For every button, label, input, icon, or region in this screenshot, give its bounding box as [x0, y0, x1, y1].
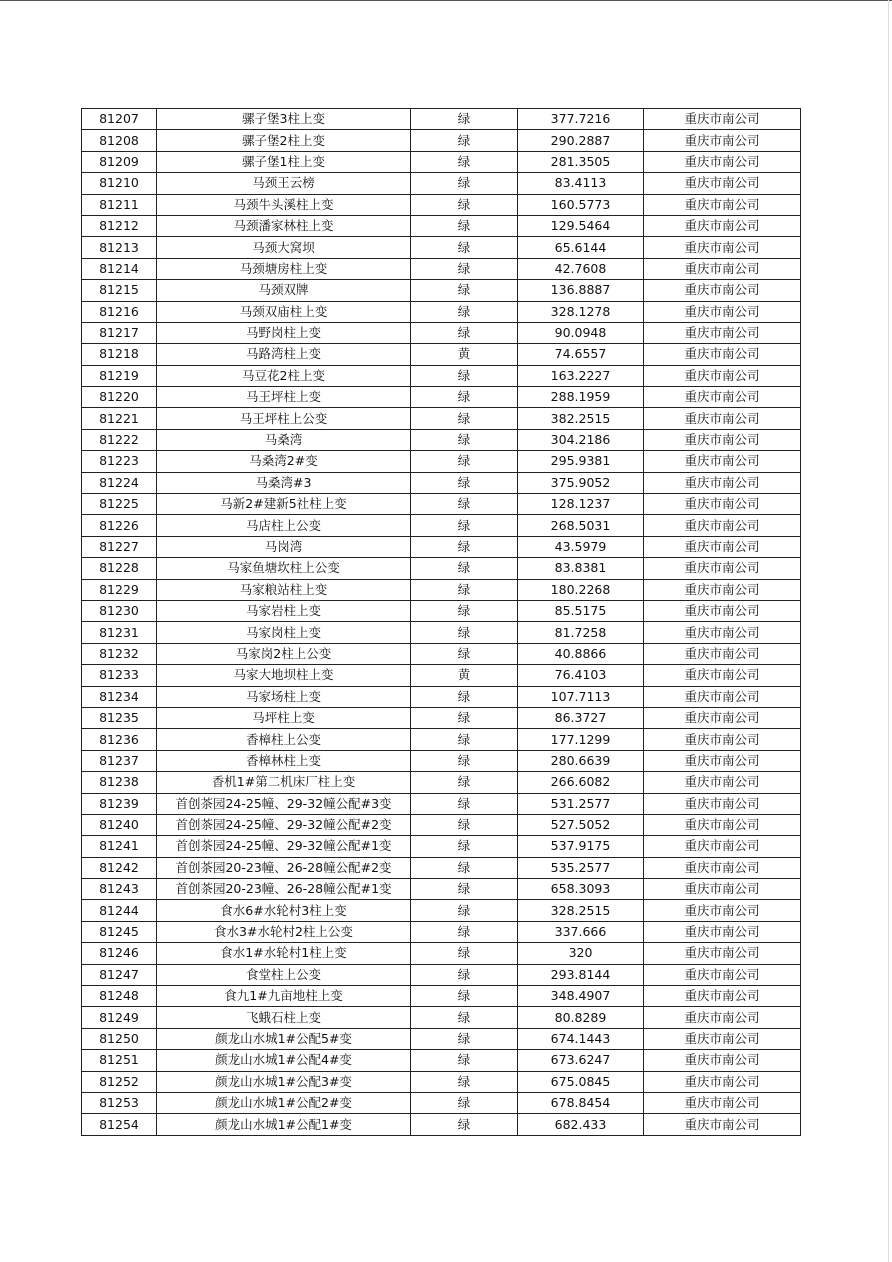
- row-id-cell: 81213: [82, 237, 157, 258]
- table-row: [82, 494, 801, 515]
- page-right-edge: [888, 0, 889, 1262]
- station-name-cell: 马王坪柱上公变: [157, 408, 411, 429]
- status-color-cell: 绿: [411, 322, 518, 343]
- station-name-cell: 食水1#水轮村1柱上变: [157, 943, 411, 964]
- status-color-cell: 绿: [411, 643, 518, 664]
- status-color-cell: 绿: [411, 472, 518, 493]
- company-cell: 重庆市南公司: [644, 109, 801, 130]
- table-row: [82, 686, 801, 707]
- status-color-cell: 绿: [411, 451, 518, 472]
- value-cell: 85.5175: [518, 600, 644, 621]
- value-cell: 136.8887: [518, 280, 644, 301]
- status-color-cell: 绿: [411, 130, 518, 151]
- table-row: [82, 729, 801, 750]
- table-row: [82, 600, 801, 621]
- table-row: [82, 964, 801, 985]
- station-name-cell: 马家场柱上变: [157, 686, 411, 707]
- company-cell: 重庆市南公司: [644, 536, 801, 557]
- status-color-cell: 绿: [411, 194, 518, 215]
- row-id-cell: 81241: [82, 836, 157, 857]
- table-row: [82, 1007, 801, 1028]
- company-cell: 重庆市南公司: [644, 793, 801, 814]
- status-color-cell: 绿: [411, 558, 518, 579]
- table-row: [82, 1071, 801, 1092]
- table-row: [82, 1114, 801, 1135]
- station-name-cell: 马家岩柱上变: [157, 600, 411, 621]
- company-cell: 重庆市南公司: [644, 665, 801, 686]
- table-row: [82, 365, 801, 386]
- status-color-cell: 绿: [411, 365, 518, 386]
- table-row: [82, 707, 801, 728]
- row-id-cell: 81247: [82, 964, 157, 985]
- value-cell: 42.7608: [518, 258, 644, 279]
- company-cell: 重庆市南公司: [644, 750, 801, 771]
- row-id-cell: 81254: [82, 1114, 157, 1135]
- value-cell: 129.5464: [518, 215, 644, 236]
- company-cell: 重庆市南公司: [644, 558, 801, 579]
- table-row: [82, 622, 801, 643]
- table-row: [82, 943, 801, 964]
- status-color-cell: 绿: [411, 408, 518, 429]
- status-color-cell: 绿: [411, 622, 518, 643]
- company-cell: 重庆市南公司: [644, 686, 801, 707]
- value-cell: 320: [518, 943, 644, 964]
- row-id-cell: 81237: [82, 750, 157, 771]
- row-id-cell: 81253: [82, 1092, 157, 1113]
- status-color-cell: 绿: [411, 1007, 518, 1028]
- company-cell: 重庆市南公司: [644, 729, 801, 750]
- station-name-cell: 食水3#水轮村2柱上公变: [157, 921, 411, 942]
- row-id-cell: 81238: [82, 772, 157, 793]
- value-cell: 160.5773: [518, 194, 644, 215]
- status-color-cell: 绿: [411, 793, 518, 814]
- value-cell: 65.6144: [518, 237, 644, 258]
- row-id-cell: 81235: [82, 707, 157, 728]
- value-cell: 83.4113: [518, 173, 644, 194]
- company-cell: 重庆市南公司: [644, 322, 801, 343]
- value-cell: 348.4907: [518, 986, 644, 1007]
- row-id-cell: 81227: [82, 536, 157, 557]
- company-cell: 重庆市南公司: [644, 986, 801, 1007]
- station-name-cell: 马颈潘家林柱上变: [157, 215, 411, 236]
- station-name-cell: 马颈牛头溪柱上变: [157, 194, 411, 215]
- table-row: [82, 429, 801, 450]
- company-cell: 重庆市南公司: [644, 451, 801, 472]
- station-name-cell: 颜龙山水城1#公配2#变: [157, 1092, 411, 1113]
- row-id-cell: 81211: [82, 194, 157, 215]
- status-color-cell: 绿: [411, 280, 518, 301]
- company-cell: 重庆市南公司: [644, 237, 801, 258]
- row-id-cell: 81212: [82, 215, 157, 236]
- company-cell: 重庆市南公司: [644, 1028, 801, 1049]
- station-name-cell: 马野岗柱上变: [157, 322, 411, 343]
- company-cell: 重庆市南公司: [644, 921, 801, 942]
- table-row: [82, 921, 801, 942]
- table-row: [82, 857, 801, 878]
- status-color-cell: 绿: [411, 429, 518, 450]
- status-color-cell: 绿: [411, 986, 518, 1007]
- table-row: [82, 750, 801, 771]
- company-cell: 重庆市南公司: [644, 814, 801, 835]
- table-row: [82, 472, 801, 493]
- status-color-cell: 绿: [411, 857, 518, 878]
- status-color-cell: 绿: [411, 109, 518, 130]
- station-name-cell: 马岗湾: [157, 536, 411, 557]
- company-cell: 重庆市南公司: [644, 408, 801, 429]
- status-color-cell: 绿: [411, 600, 518, 621]
- table-row: [82, 387, 801, 408]
- station-name-cell: 颜龙山水城1#公配3#变: [157, 1071, 411, 1092]
- station-name-cell: 食九1#九亩地柱上变: [157, 986, 411, 1007]
- row-id-cell: 81223: [82, 451, 157, 472]
- row-id-cell: 81232: [82, 643, 157, 664]
- company-cell: 重庆市南公司: [644, 194, 801, 215]
- value-cell: 43.5979: [518, 536, 644, 557]
- value-cell: 295.9381: [518, 451, 644, 472]
- station-name-cell: 马新2#建新5社柱上变: [157, 494, 411, 515]
- value-cell: 527.5052: [518, 814, 644, 835]
- table-row: [82, 558, 801, 579]
- table-row: [82, 237, 801, 258]
- table-row: [82, 322, 801, 343]
- station-name-cell: 马家岗柱上变: [157, 622, 411, 643]
- company-cell: 重庆市南公司: [644, 429, 801, 450]
- value-cell: 537.9175: [518, 836, 644, 857]
- status-color-cell: 绿: [411, 215, 518, 236]
- company-cell: 重庆市南公司: [644, 280, 801, 301]
- company-cell: 重庆市南公司: [644, 622, 801, 643]
- value-cell: 288.1959: [518, 387, 644, 408]
- row-id-cell: 81229: [82, 579, 157, 600]
- value-cell: 674.1443: [518, 1028, 644, 1049]
- status-color-cell: 绿: [411, 1092, 518, 1113]
- row-id-cell: 81220: [82, 387, 157, 408]
- table-row: [82, 301, 801, 322]
- value-cell: 382.2515: [518, 408, 644, 429]
- table-row: [82, 258, 801, 279]
- value-cell: 107.7113: [518, 686, 644, 707]
- value-cell: 328.2515: [518, 900, 644, 921]
- station-name-cell: 首创茶园24-25幢、29-32幢公配#2变: [157, 814, 411, 835]
- status-color-cell: 黄: [411, 665, 518, 686]
- station-name-cell: 颜龙山水城1#公配1#变: [157, 1114, 411, 1135]
- status-color-cell: 绿: [411, 1114, 518, 1135]
- status-color-cell: 绿: [411, 707, 518, 728]
- row-id-cell: 81228: [82, 558, 157, 579]
- row-id-cell: 81233: [82, 665, 157, 686]
- row-id-cell: 81248: [82, 986, 157, 1007]
- station-name-cell: 马王坪柱上变: [157, 387, 411, 408]
- status-color-cell: 绿: [411, 900, 518, 921]
- station-name-cell: 骡子堡2柱上变: [157, 130, 411, 151]
- status-color-cell: 黄: [411, 344, 518, 365]
- value-cell: 163.2227: [518, 365, 644, 386]
- value-cell: 281.3505: [518, 151, 644, 172]
- status-color-cell: 绿: [411, 879, 518, 900]
- status-color-cell: 绿: [411, 151, 518, 172]
- station-name-cell: 马桑湾#3: [157, 472, 411, 493]
- status-color-cell: 绿: [411, 515, 518, 536]
- status-color-cell: 绿: [411, 686, 518, 707]
- table-row: [82, 408, 801, 429]
- row-id-cell: 81231: [82, 622, 157, 643]
- table-row: [82, 900, 801, 921]
- station-name-cell: 食水6#水轮村3柱上变: [157, 900, 411, 921]
- status-color-cell: 绿: [411, 772, 518, 793]
- station-name-cell: 马家大地坝柱上变: [157, 665, 411, 686]
- company-cell: 重庆市南公司: [644, 151, 801, 172]
- row-id-cell: 81242: [82, 857, 157, 878]
- table-row: [82, 280, 801, 301]
- status-color-cell: 绿: [411, 579, 518, 600]
- company-cell: 重庆市南公司: [644, 900, 801, 921]
- company-cell: 重庆市南公司: [644, 1050, 801, 1071]
- value-cell: 280.6639: [518, 750, 644, 771]
- row-id-cell: 81252: [82, 1071, 157, 1092]
- value-cell: 673.6247: [518, 1050, 644, 1071]
- value-cell: 90.0948: [518, 322, 644, 343]
- station-name-cell: 首创茶园20-23幢、26-28幢公配#1变: [157, 879, 411, 900]
- table-row: [82, 836, 801, 857]
- company-cell: 重庆市南公司: [644, 943, 801, 964]
- company-cell: 重庆市南公司: [644, 365, 801, 386]
- table-row: [82, 451, 801, 472]
- value-cell: 76.4103: [518, 665, 644, 686]
- status-color-cell: 绿: [411, 1071, 518, 1092]
- data-table: [81, 108, 801, 1136]
- row-id-cell: 81210: [82, 173, 157, 194]
- company-cell: 重庆市南公司: [644, 772, 801, 793]
- value-cell: 268.5031: [518, 515, 644, 536]
- station-name-cell: 马家岗2柱上公变: [157, 643, 411, 664]
- value-cell: 535.2577: [518, 857, 644, 878]
- status-color-cell: 绿: [411, 258, 518, 279]
- value-cell: 266.6082: [518, 772, 644, 793]
- company-cell: 重庆市南公司: [644, 643, 801, 664]
- value-cell: 293.8144: [518, 964, 644, 985]
- status-color-cell: 绿: [411, 387, 518, 408]
- row-id-cell: 81244: [82, 900, 157, 921]
- row-id-cell: 81224: [82, 472, 157, 493]
- row-id-cell: 81207: [82, 109, 157, 130]
- station-name-cell: 香樟林柱上变: [157, 750, 411, 771]
- station-name-cell: 香机1#第二机床厂柱上变: [157, 772, 411, 793]
- value-cell: 678.8454: [518, 1092, 644, 1113]
- row-id-cell: 81218: [82, 344, 157, 365]
- company-cell: 重庆市南公司: [644, 579, 801, 600]
- table-row: [82, 151, 801, 172]
- status-color-cell: 绿: [411, 173, 518, 194]
- station-name-cell: 飞蛾石柱上变: [157, 1007, 411, 1028]
- status-color-cell: 绿: [411, 301, 518, 322]
- status-color-cell: 绿: [411, 494, 518, 515]
- company-cell: 重庆市南公司: [644, 515, 801, 536]
- status-color-cell: 绿: [411, 536, 518, 557]
- table-row: [82, 1050, 801, 1071]
- row-id-cell: 81221: [82, 408, 157, 429]
- table-row: [82, 1092, 801, 1113]
- company-cell: 重庆市南公司: [644, 879, 801, 900]
- station-name-cell: 颜龙山水城1#公配5#变: [157, 1028, 411, 1049]
- row-id-cell: 81246: [82, 943, 157, 964]
- value-cell: 86.3727: [518, 707, 644, 728]
- table-row: [82, 1028, 801, 1049]
- status-color-cell: 绿: [411, 964, 518, 985]
- row-id-cell: 81217: [82, 322, 157, 343]
- value-cell: 128.1237: [518, 494, 644, 515]
- value-cell: 290.2887: [518, 130, 644, 151]
- station-name-cell: 首创茶园20-23幢、26-28幢公配#2变: [157, 857, 411, 878]
- row-id-cell: 81216: [82, 301, 157, 322]
- row-id-cell: 81251: [82, 1050, 157, 1071]
- row-id-cell: 81236: [82, 729, 157, 750]
- value-cell: 377.7216: [518, 109, 644, 130]
- table-row: [82, 215, 801, 236]
- company-cell: 重庆市南公司: [644, 857, 801, 878]
- station-name-cell: 马颈大窝坝: [157, 237, 411, 258]
- company-cell: 重庆市南公司: [644, 1071, 801, 1092]
- company-cell: 重庆市南公司: [644, 1007, 801, 1028]
- status-color-cell: 绿: [411, 750, 518, 771]
- table-row: [82, 793, 801, 814]
- row-id-cell: 81225: [82, 494, 157, 515]
- table-row: [82, 344, 801, 365]
- status-color-cell: 绿: [411, 814, 518, 835]
- company-cell: 重庆市南公司: [644, 964, 801, 985]
- table-row: [82, 814, 801, 835]
- table-row: [82, 643, 801, 664]
- value-cell: 177.1299: [518, 729, 644, 750]
- value-cell: 328.1278: [518, 301, 644, 322]
- table-row: [82, 109, 801, 130]
- row-id-cell: 81222: [82, 429, 157, 450]
- row-id-cell: 81226: [82, 515, 157, 536]
- value-cell: 80.8289: [518, 1007, 644, 1028]
- page-top-border: [0, 0, 892, 1]
- value-cell: 658.3093: [518, 879, 644, 900]
- value-cell: 40.8866: [518, 643, 644, 664]
- status-color-cell: 绿: [411, 943, 518, 964]
- status-color-cell: 绿: [411, 836, 518, 857]
- station-name-cell: 马家鱼塘坎柱上公变: [157, 558, 411, 579]
- row-id-cell: 81230: [82, 600, 157, 621]
- station-name-cell: 食堂柱上公变: [157, 964, 411, 985]
- table-body: [82, 109, 801, 1136]
- value-cell: 675.0845: [518, 1071, 644, 1092]
- station-name-cell: 马店柱上公变: [157, 515, 411, 536]
- value-cell: 81.7258: [518, 622, 644, 643]
- station-name-cell: 马豆花2柱上变: [157, 365, 411, 386]
- status-color-cell: 绿: [411, 1028, 518, 1049]
- station-name-cell: 马颈双牌: [157, 280, 411, 301]
- station-name-cell: 首创茶园24-25幢、29-32幢公配#3变: [157, 793, 411, 814]
- row-id-cell: 81219: [82, 365, 157, 386]
- station-name-cell: 骡子堡3柱上变: [157, 109, 411, 130]
- value-cell: 375.9052: [518, 472, 644, 493]
- company-cell: 重庆市南公司: [644, 130, 801, 151]
- status-color-cell: 绿: [411, 237, 518, 258]
- company-cell: 重庆市南公司: [644, 301, 801, 322]
- row-id-cell: 81214: [82, 258, 157, 279]
- row-id-cell: 81208: [82, 130, 157, 151]
- station-name-cell: 香樟柱上公变: [157, 729, 411, 750]
- company-cell: 重庆市南公司: [644, 1114, 801, 1135]
- row-id-cell: 81250: [82, 1028, 157, 1049]
- table-row: [82, 772, 801, 793]
- table-row: [82, 879, 801, 900]
- company-cell: 重庆市南公司: [644, 707, 801, 728]
- station-name-cell: 首创茶园24-25幢、29-32幢公配#1变: [157, 836, 411, 857]
- row-id-cell: 81243: [82, 879, 157, 900]
- company-cell: 重庆市南公司: [644, 258, 801, 279]
- status-color-cell: 绿: [411, 729, 518, 750]
- value-cell: 304.2186: [518, 429, 644, 450]
- table-row: [82, 173, 801, 194]
- station-name-cell: 马颈双庙柱上变: [157, 301, 411, 322]
- station-name-cell: 马颈王云榜: [157, 173, 411, 194]
- company-cell: 重庆市南公司: [644, 173, 801, 194]
- company-cell: 重庆市南公司: [644, 344, 801, 365]
- value-cell: 180.2268: [518, 579, 644, 600]
- company-cell: 重庆市南公司: [644, 600, 801, 621]
- status-color-cell: 绿: [411, 1050, 518, 1071]
- company-cell: 重庆市南公司: [644, 494, 801, 515]
- row-id-cell: 81215: [82, 280, 157, 301]
- value-cell: 83.8381: [518, 558, 644, 579]
- table-row: [82, 986, 801, 1007]
- table-row: [82, 194, 801, 215]
- table-row: [82, 665, 801, 686]
- company-cell: 重庆市南公司: [644, 1092, 801, 1113]
- table-row: [82, 579, 801, 600]
- station-name-cell: 马坪柱上变: [157, 707, 411, 728]
- station-name-cell: 马路湾柱上变: [157, 344, 411, 365]
- table-row: [82, 536, 801, 557]
- value-cell: 531.2577: [518, 793, 644, 814]
- company-cell: 重庆市南公司: [644, 215, 801, 236]
- row-id-cell: 81239: [82, 793, 157, 814]
- station-name-cell: 骡子堡1柱上变: [157, 151, 411, 172]
- company-cell: 重庆市南公司: [644, 387, 801, 408]
- station-name-cell: 颜龙山水城1#公配4#变: [157, 1050, 411, 1071]
- status-color-cell: 绿: [411, 921, 518, 942]
- station-name-cell: 马桑湾: [157, 429, 411, 450]
- table-row: [82, 130, 801, 151]
- value-cell: 74.6557: [518, 344, 644, 365]
- row-id-cell: 81234: [82, 686, 157, 707]
- row-id-cell: 81249: [82, 1007, 157, 1028]
- value-cell: 337.666: [518, 921, 644, 942]
- station-name-cell: 马颈塘房柱上变: [157, 258, 411, 279]
- company-cell: 重庆市南公司: [644, 472, 801, 493]
- station-name-cell: 马桑湾2#变: [157, 451, 411, 472]
- row-id-cell: 81245: [82, 921, 157, 942]
- row-id-cell: 81240: [82, 814, 157, 835]
- row-id-cell: 81209: [82, 151, 157, 172]
- station-name-cell: 马家粮站柱上变: [157, 579, 411, 600]
- company-cell: 重庆市南公司: [644, 836, 801, 857]
- value-cell: 682.433: [518, 1114, 644, 1135]
- table-row: [82, 515, 801, 536]
